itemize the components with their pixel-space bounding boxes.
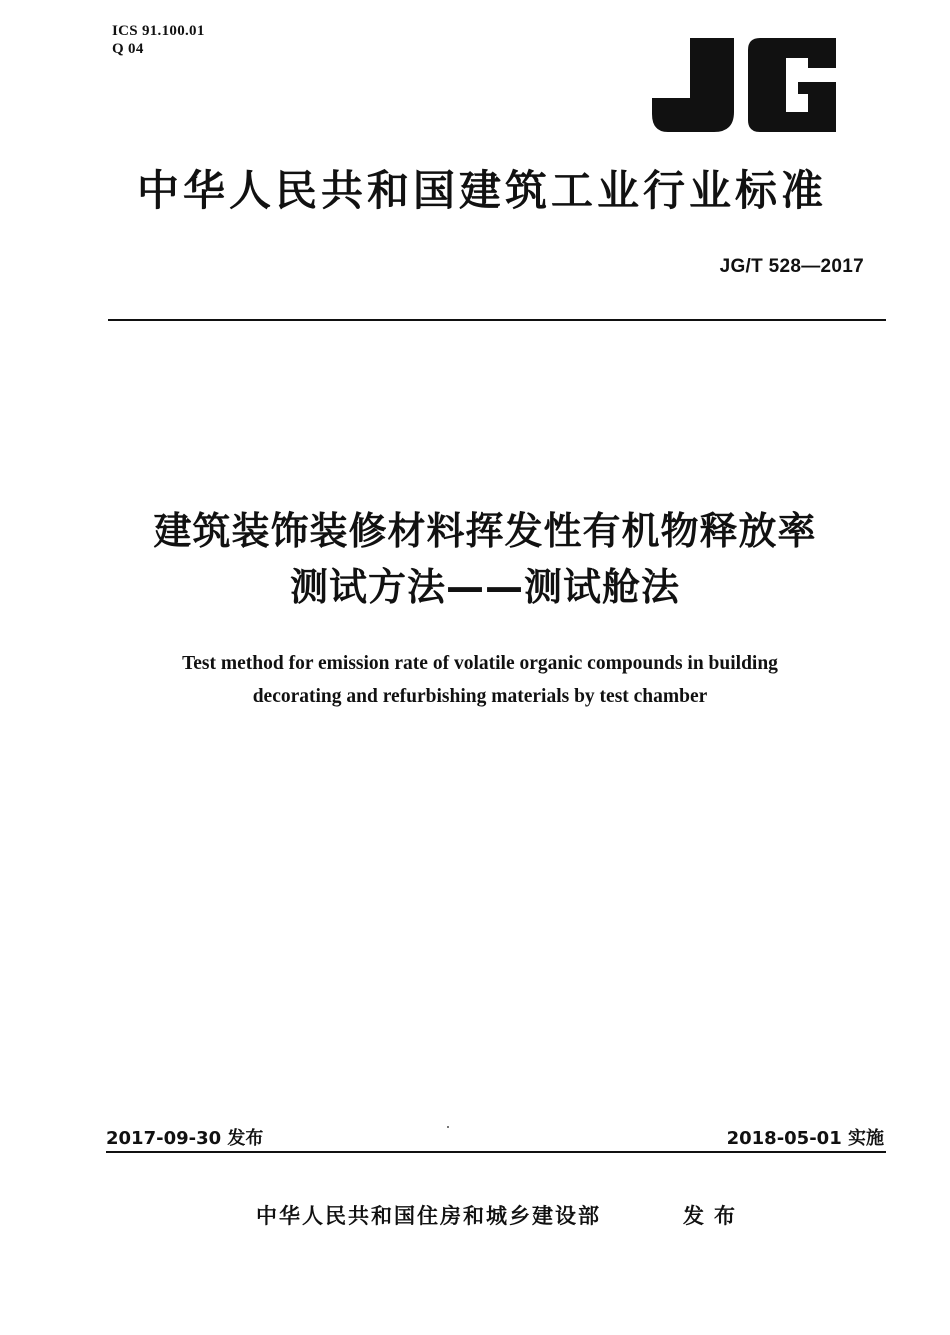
chinese-title-line-2: 测试方法——测试舱法 — [289, 565, 680, 609]
publish-label: 发布 — [683, 1204, 745, 1228]
top-divider — [108, 319, 886, 321]
ccs-code: Q 04 — [112, 41, 144, 57]
publisher-name: 中华人民共和国住房和城乡建设部 — [256, 1204, 601, 1228]
bottom-divider — [106, 1151, 886, 1153]
chinese-title — [0, 503, 950, 615]
jg-logo — [652, 38, 836, 132]
english-title — [0, 647, 950, 713]
english-title-line-2: decorating and refurbishing materials by test chamber — [252, 686, 708, 707]
issue-date: 2017-09-30 发布 — [106, 1128, 264, 1149]
chinese-title-line-1: 建筑装饰装修材料挥发性有机物释放率 — [153, 509, 817, 553]
main-title: 中华人民共和国建筑工业行业标准 — [136, 166, 827, 215]
english-title-line-1: Test method for emission rate of volatile organic compounds in building — [182, 653, 778, 674]
standard-number: JG/T 528—2017 — [719, 256, 864, 277]
implementation-date: 2018-05-01 实施 — [726, 1128, 884, 1149]
scan-speck — [447, 1126, 449, 1128]
ics-code: ICS 91.100.01 — [112, 23, 205, 39]
classification-codes — [112, 22, 205, 58]
